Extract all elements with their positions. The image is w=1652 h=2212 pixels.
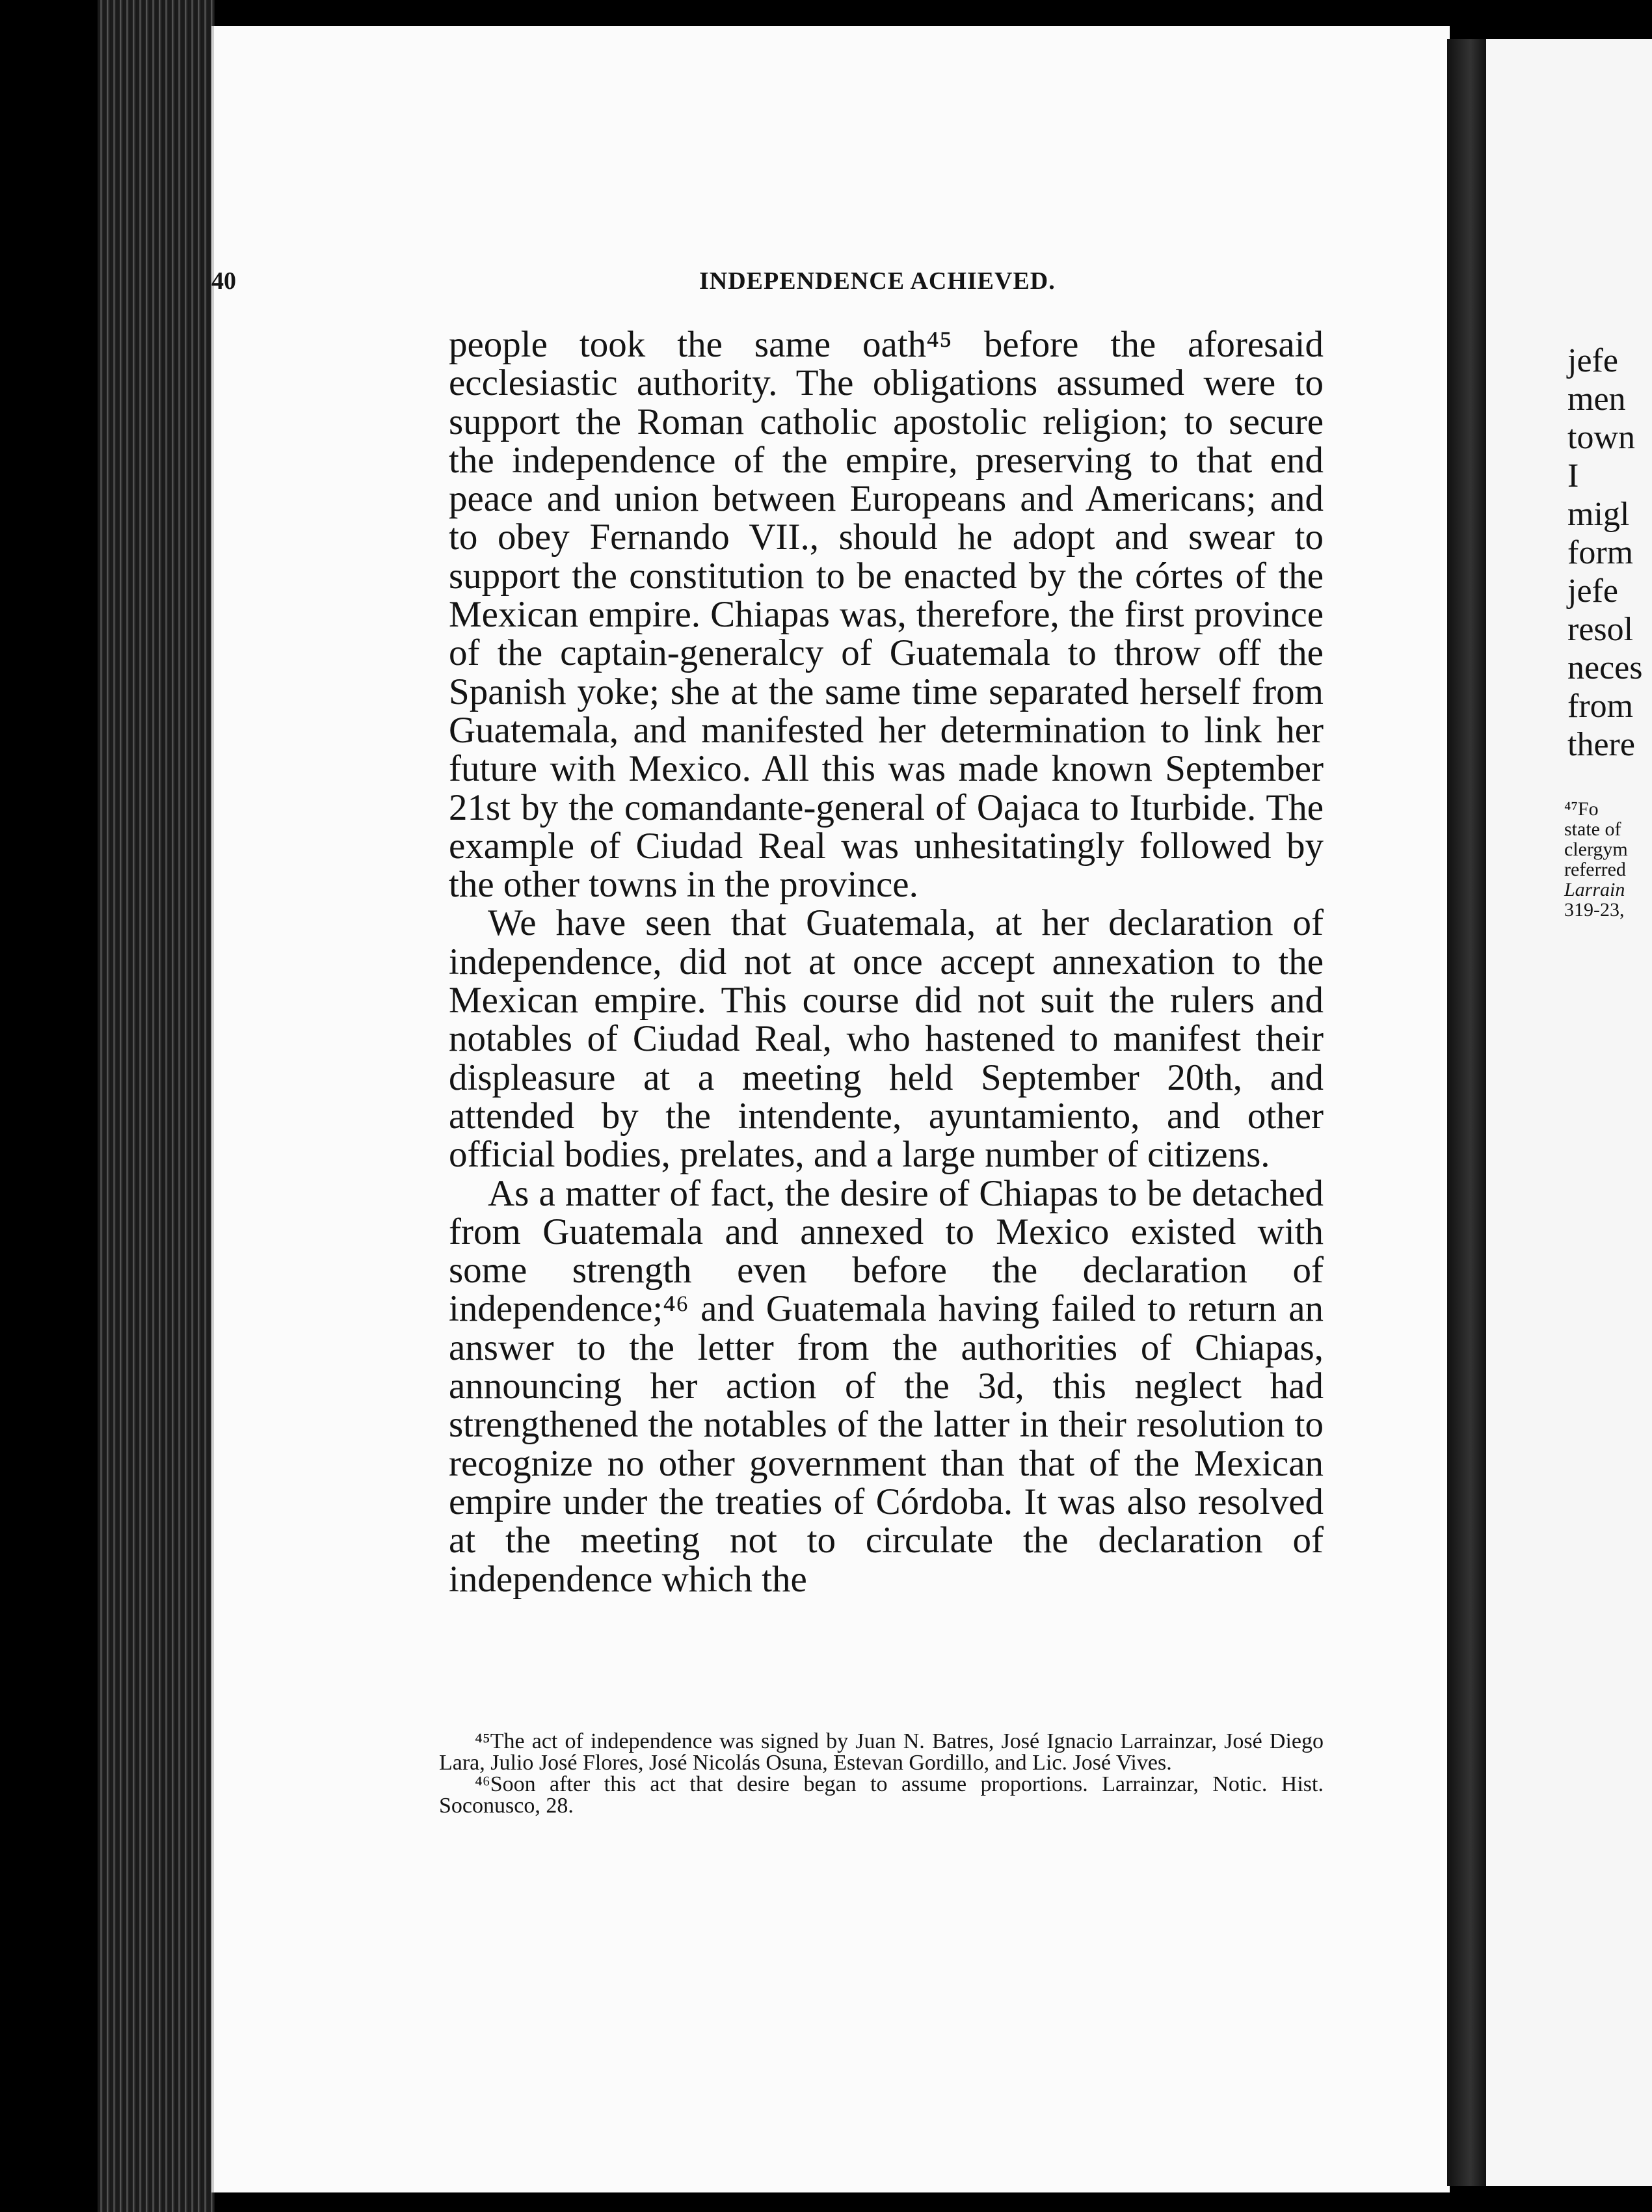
paragraph-3: As a matter of fact, the desire of Chiapas to be detached from Guatemala and annexed to Mexico existed with some strength even before the declaration of independence;⁴⁶ and Guatemala having failed to return an answer to the letter from the authorities of Chiapas, announcing her action of the 3d, this neglect had strengthened the notables of the latter in their resolution to recognize no other government than that of the Mexican empire under the treaties of Córdoba. It was also resolved at the meeting not to circulate the declaration of independence which the: [449, 1172, 1324, 1600]
facing-line: from: [1567, 688, 1634, 725]
footnote-45: ⁴⁵The act of independence was signed by Juan N. Batres, José Ignacio Larrainzar, José Diego Lara, Julio José Flores, José Nicolás Osuna, Estevan Gordillo, and Lic. José Vives.: [439, 1729, 1324, 1775]
gutter-shadow: [1447, 39, 1486, 2186]
facing-note: Larrain: [1564, 879, 1625, 900]
facing-note: ⁴⁷Fo: [1564, 798, 1599, 820]
facing-line: form: [1567, 534, 1634, 571]
facing-page-notes: [1564, 799, 1652, 920]
page-number: 40: [211, 267, 236, 295]
footnotes: [439, 1731, 1324, 1816]
book-spine-edge: [0, 0, 98, 2212]
paragraph-2: We have seen that Guatemala, at her declaration of independence, did not at once accept annexation to the Mexican empire. This course did not suit the rulers and notables of Ciudad Real, who hastened to manifest their displeasure at a meeting held September 20th, and attended by the intendente, ayuntamiento, and other official bodies, prelates, and a large number of citizens.: [449, 902, 1324, 1176]
facing-note: clergym: [1564, 839, 1628, 860]
running-head-title: INDEPENDENCE ACHIEVED.: [699, 267, 1056, 295]
facing-line: men: [1567, 381, 1626, 418]
facing-line: resol: [1567, 611, 1634, 648]
facing-note: 319-23,: [1564, 899, 1625, 921]
body-text: [449, 325, 1324, 1598]
facing-line: migl: [1567, 496, 1630, 533]
facing-line: town: [1567, 419, 1635, 456]
facing-line: jefe: [1567, 342, 1618, 379]
page-edges: [98, 0, 215, 2212]
facing-line: I: [1567, 457, 1579, 494]
paragraph-1: people took the same oath⁴⁵ before the aforesaid ecclesiastic authority. The obligations assumed were to support the Roman catholic apostolic religion; to secure the independence of the empire, preserving to that end peace and union between Europeans and Americans; and to obey Fernando VII., should he adopt and swear to support the constitution to be enacted by the córtes of the Mexican empire. Chiapas was, therefore, the first province of the captain-generalcy of Guatemala to throw off the Spanish yoke; she at the same time separated herself from Guatemala, and manifested her determination to link her future with Mexico. All this was made known September 21st by the comandante-general of Oajaca to Iturbide. The example of Ciudad Real was unhesitatingly followed by the other towns in the province.: [449, 324, 1324, 906]
facing-note: referred: [1564, 859, 1626, 880]
facing-line: jefe: [1567, 573, 1618, 610]
facing-note: state of: [1564, 818, 1621, 840]
facing-line: there: [1567, 726, 1635, 763]
footnote-46: ⁴⁶Soon after this act that desire began to assume proportions. Larrainzar, Notic. Hist. Soconusco, 28.: [439, 1772, 1324, 1818]
facing-page-text: [1567, 342, 1652, 764]
facing-line: neces: [1567, 649, 1643, 686]
